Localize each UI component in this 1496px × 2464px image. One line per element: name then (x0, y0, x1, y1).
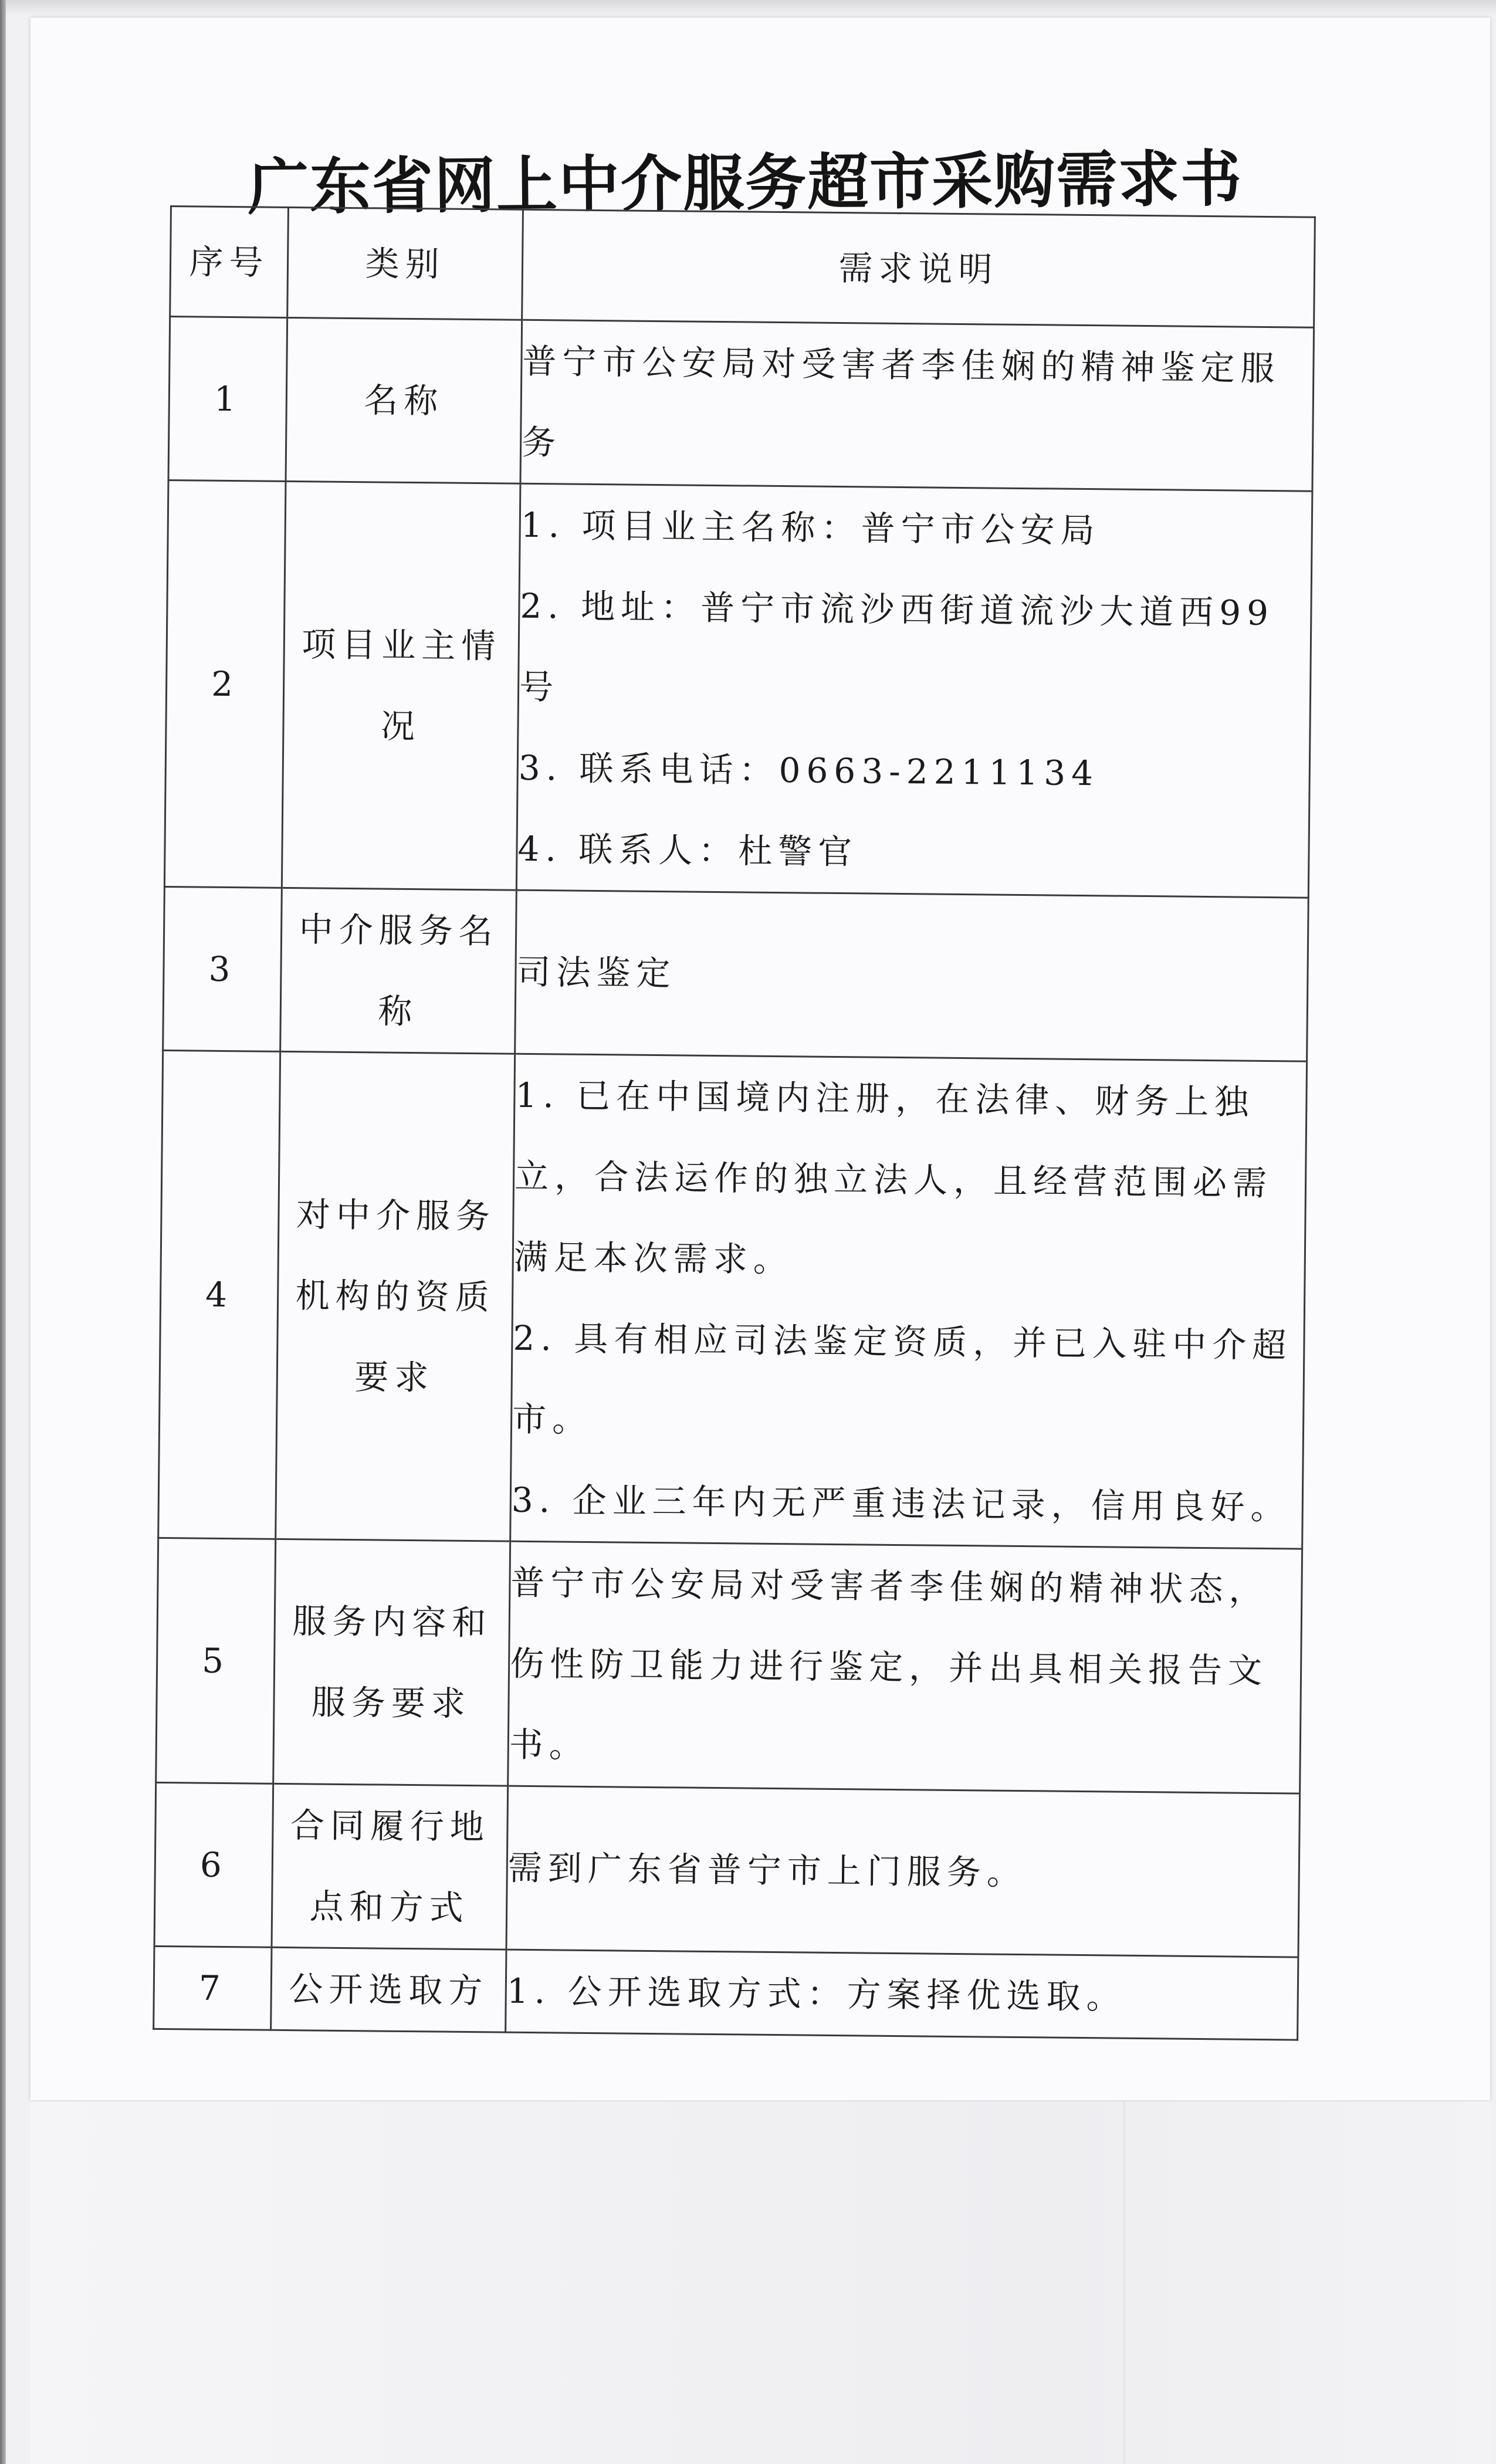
description-line: 1. 公开选取方式：方案择优选取。 (506, 1971, 1126, 2017)
row-description (515, 890, 1309, 1061)
requirements-table (153, 205, 1316, 2041)
row-number: 3 (163, 886, 282, 1051)
header-category: 类别 (287, 207, 523, 320)
description-line: 2. 具有相应司法鉴定资质，并已入驻中介超市。 (512, 1318, 1292, 1440)
document-title: 广东省网上中介服务超市采购需求书 (247, 143, 1243, 224)
row-category: 名称 (286, 317, 522, 483)
row-category: 对中介服务机构的资质要求 (276, 1051, 515, 1541)
scanner-lid-area (31, 2101, 1490, 2464)
table-row (164, 480, 1312, 898)
description-line: 普宁市公安局对受害者李佳娴的精神鉴定服务 (521, 341, 1281, 463)
row-category: 中介服务名称 (280, 888, 517, 1054)
table-row (163, 886, 1309, 1061)
header-description: 需求说明 (522, 209, 1315, 327)
description-line: 2. 地址：普宁市流沙西街道流沙大道西99号 (519, 585, 1275, 708)
description-line: 1. 已在中国境内注册，在法律、财务上独立，合法运作的独立法人，且经营范围必需满足本次需求。 (513, 1075, 1273, 1280)
row-number: 2 (164, 480, 286, 888)
table-row (154, 1782, 1300, 1957)
description-line: 需到广东省普宁市上门服务。 (507, 1847, 1027, 1893)
row-category: 公开选取方 (271, 1947, 506, 2032)
scanner-lid-seam (1123, 2101, 1125, 2464)
row-category: 合同履行地点和方式 (272, 1783, 508, 1949)
row-number: 4 (158, 1050, 280, 1539)
table-row (158, 1050, 1307, 1549)
scanner-edge (0, 0, 6, 2464)
row-number: 1 (168, 317, 287, 482)
row-description (520, 320, 1314, 491)
table-row (156, 1538, 1302, 1793)
row-category: 项目业主情况 (282, 481, 520, 890)
scan-top-shadow (0, 0, 1496, 15)
description-line: 3. 企业三年内无严重违法记录，信用良好。 (511, 1480, 1291, 1528)
row-description (506, 1949, 1298, 2040)
description-line: 3. 联系电话：0663-2211134 (518, 747, 1099, 794)
description-line: 司法鉴定 (516, 952, 676, 994)
description-line: 1. 项目业主名称：普宁市公安局 (520, 505, 1101, 551)
row-description (508, 1541, 1302, 1793)
table-row (154, 1946, 1298, 2040)
description-line: 4. 联系人：杜警官 (517, 828, 858, 872)
table-header-row (170, 207, 1315, 328)
table-row (168, 317, 1314, 492)
row-description (506, 1786, 1300, 1957)
row-number: 7 (154, 1946, 272, 2030)
row-number: 6 (154, 1782, 273, 1947)
header-no: 序号 (170, 207, 289, 318)
row-description (510, 1054, 1307, 1549)
row-category: 服务内容和服务要求 (273, 1539, 510, 1786)
row-number: 5 (156, 1538, 276, 1783)
row-description (516, 483, 1312, 898)
description-line: 普宁市公安局对受害者李佳娴的精神状态，伤性防卫能力进行鉴定，并出具相关报告文书。 (509, 1562, 1269, 1765)
